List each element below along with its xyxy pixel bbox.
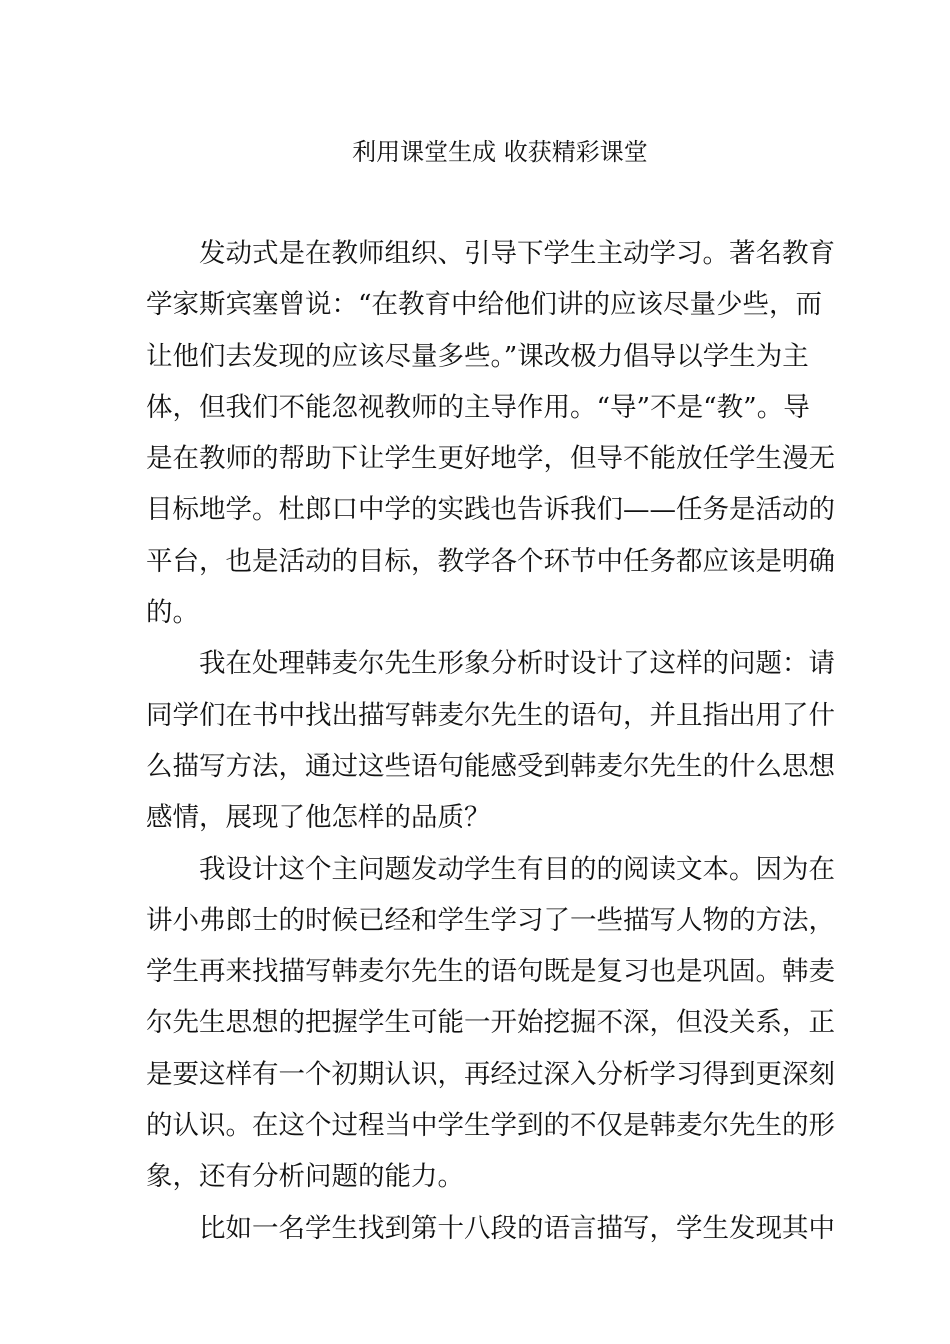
text-line: 同学们在书中找出描写韩麦尔先生的语句，并且指出用了什 <box>146 699 835 731</box>
text-line: 比如一名学生找到第十八段的语言描写，学生发现其中 <box>146 1212 835 1244</box>
paragraph-3 <box>146 844 835 1203</box>
text-line: 让他们去发现的应该尽量多些。”课改极力倡导以学生为主 <box>146 340 809 372</box>
text-line: 学生再来找描写韩麦尔先生的语句既是复习也是巩固。韩麦 <box>146 956 835 988</box>
text-line: 我在处理韩麦尔先生形象分析时设计了这样的问题：请 <box>146 648 835 680</box>
text-line: 体，但我们不能忽视教师的主导作用。“导”不是“教”。导 <box>146 391 810 423</box>
paragraph-2 <box>146 638 835 843</box>
paragraph-1 <box>146 228 835 638</box>
text-line: 感情，展现了他怎样的品质？ <box>146 802 491 834</box>
text-line: 是在教师的帮助下让学生更好地学，但导不能放任学生漫无 <box>146 443 835 475</box>
document-title: 利用课堂生成 收获精彩课堂 <box>352 138 648 166</box>
document-body <box>146 228 835 1254</box>
text-line: 我设计这个主问题发动学生有目的的阅读文本。因为在 <box>146 853 835 885</box>
text-line: 讲小弗郎士的时候已经和学生学习了一些描写人物的方法， <box>146 904 835 936</box>
text-line: 象，还有分析问题的能力。 <box>146 1161 464 1193</box>
text-line: 发动式是在教师组织、引导下学生主动学习。著名教育 <box>146 238 835 269</box>
paragraph-4 <box>146 1203 835 1254</box>
text-line: 的。 <box>146 597 199 629</box>
text-line: 目标地学。杜郎口中学的实践也告诉我们——任务是活动的 <box>146 494 835 526</box>
text-line: 尔先生思想的把握学生可能一开始挖掘不深，但没关系，正 <box>146 1007 835 1039</box>
text-line: 的认识。在这个过程当中学生学到的不仅是韩麦尔先生的形 <box>146 1110 835 1142</box>
text-line: 是要这样有一个初期认识，再经过深入分析学习得到更深刻 <box>146 1058 835 1090</box>
text-line: 学家斯宾塞曾说：“在教育中给他们讲的应该尽量少些，而 <box>146 289 823 321</box>
text-line: 平台，也是活动的目标，教学各个环节中任务都应该是明确 <box>146 545 835 577</box>
text-line: 么描写方法，通过这些语句能感受到韩麦尔先生的什么思想 <box>146 750 835 782</box>
